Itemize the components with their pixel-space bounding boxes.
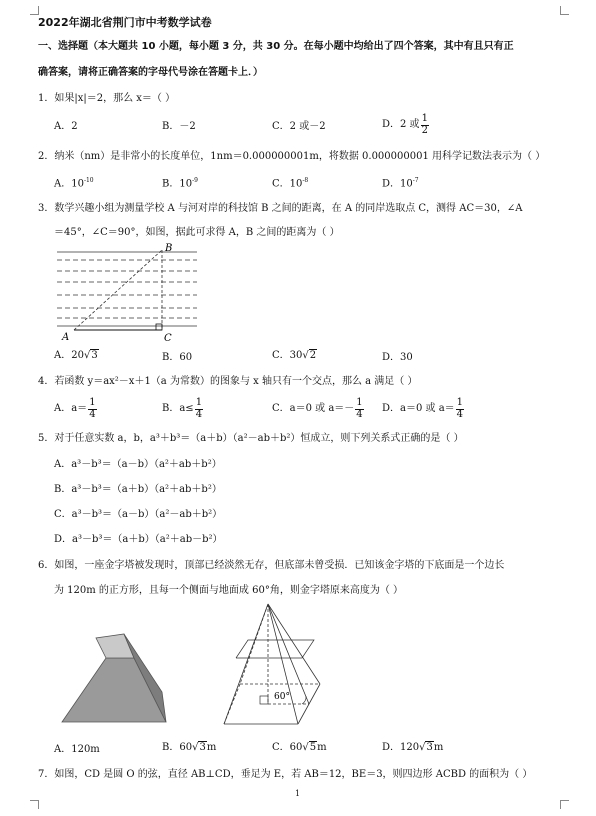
q6-option-c-label: C．60 [272,742,303,753]
sqrt-icon: √ [192,742,199,753]
q4-option-b-label: B．a≤ [162,403,194,414]
sqrt-icon: √ [302,742,309,753]
right-angle-mark [260,696,268,704]
page-title: 2022年湖北省荆门市中考数学试卷 [38,16,212,29]
q1-option-d-label: D．2 或 [382,119,420,130]
q3-option-d: D．30 [382,352,413,363]
q4-option-c [272,398,365,420]
q2-option-d-exp: -7 [412,177,419,184]
q3-stem-line2: ＝45°，∠C＝90°，如图，据此可求得 A，B 之间的距离为（ ） [54,227,340,238]
q5-option-a: A．a³－b³＝（a－b）（a²＋ab＋b²） [54,459,222,470]
q3-river-figure [52,244,202,344]
q1-option-b: B．－2 [162,121,196,132]
unit: m [317,742,327,753]
cut-plane [236,640,314,658]
corner-mark-br [560,800,569,809]
q3-option-c [272,351,317,361]
section-header-line1: 一、选择题（本大题共 10 小题，每小题 3 分，共 30 分。在每小题中均给出了四个答案，其中有且只有正 [38,41,514,52]
q2-option-c-exp: -8 [302,177,309,184]
q2-option-c [272,178,308,189]
sqrt-icon: √ [302,350,309,361]
label-b: B [165,243,173,254]
q4-option-d [382,398,465,420]
sqrt-icon: √ [419,742,426,753]
radicand: 3 [199,742,206,753]
q1-option-c: C．2 或－2 [272,121,326,132]
q2-option-a [54,178,94,189]
fraction-denominator: 4 [195,408,203,420]
fraction-denominator: 4 [356,408,363,420]
q2-option-b-base: B．10 [162,178,193,190]
fraction-numerator: 1 [89,397,96,408]
q4-option-d-label: D．a＝0 或 a＝ [382,403,455,414]
q5-stem: 5．对于任意实数 a，b，a³＋b³＝（a＋b）（a²－ab＋b²）恒成立，则下列关系式正确的是（ ） [38,433,464,444]
unit: m [206,742,217,753]
frustum-top-face [96,634,134,658]
fraction-denominator: 4 [89,408,96,420]
hidden-edge [240,604,268,684]
q2-option-a-exp: -10 [83,177,94,184]
angle-arc [302,696,306,704]
label-c: C [164,333,172,344]
q4-option-c-fraction [355,398,363,420]
q3-option-b: B．60 [162,352,193,363]
q4-stem: 4．若函数 y＝ax²－x＋1（a 为常数）的图象与 x 轴只有一个交点，那么 a 满足（ ） [38,376,418,387]
q6-option-a: A．120m [54,744,100,755]
q4-option-a-fraction [88,398,96,420]
slant-height-line [268,604,309,704]
q1-option-a: A．2 [54,121,78,132]
radicand: 5 [309,742,317,753]
q3-option-c-label: C．30 [272,350,303,361]
q4-option-a-label: A．a＝ [54,403,88,414]
unit: m [433,742,444,753]
radicand: 2 [309,350,317,361]
angle-label: 60° [274,692,290,702]
river-lines [57,252,197,326]
q6-option-d [382,743,443,753]
edge [224,604,268,724]
q2-option-d-base: D．10 [382,178,413,190]
q6-pyramid-figure [218,600,328,735]
q4-option-c-label: C．a＝0 或 a＝－ [272,403,355,414]
radicand: 3 [91,350,98,361]
q6-option-b-label: B．60 [162,742,193,753]
q4-option-d-fraction [456,398,464,420]
q6-option-b [162,743,216,753]
q1-option-d [382,114,430,136]
q1-stem: 1．如果|x|＝2，那么 x＝（ ） [38,93,176,104]
q2-option-a-base: A．10 [54,178,84,190]
q3-stem-line1: 3．数学兴趣小组为测量学校 A 与河对岸的科技馆 B 之间的距离，在 A 的同岸选取点 C，测得 AC＝30，∠A [38,203,523,214]
fraction-numerator: 1 [195,397,203,408]
label-a: A [62,332,70,343]
q2-option-d [382,178,419,189]
section-header-line2: 确答案，请将正确答案的字母代号涂在答题卡上．） [38,67,263,78]
q5-option-b: B．a³－b³＝（a＋b）（a²＋ab＋b²） [54,484,222,495]
edge [268,604,320,684]
q4-option-a [54,398,98,420]
hidden-base-edge [224,684,240,724]
fraction-denominator: 2 [421,124,428,136]
corner-mark-tr [560,6,569,15]
right-angle-mark [156,324,162,330]
radicand: 3 [426,742,433,753]
q2-option-c-base: C．10 [272,178,303,190]
q1-option-d-fraction [421,114,429,136]
q7-stem: 7．如图，CD 是圆 O 的弦，直径 AB⊥CD，垂足为 E，若 AB＝12，BE＝3，则四边形 ACBD 的面积为（ ） [38,769,533,780]
fraction-numerator: 1 [456,397,464,408]
edge [268,604,298,724]
corner-mark-bl [30,800,39,809]
q4-option-b-fraction [195,398,203,420]
fraction-numerator: 1 [421,113,428,124]
corner-mark-tl [30,6,39,15]
q5-option-c: C．a³－b³＝（a－b）（a²－ab＋b²） [54,509,223,520]
q2-option-b-exp: -9 [192,177,198,184]
fraction-denominator: 4 [456,408,464,420]
q2-option-b [162,178,198,189]
q6-stem-line2: 为 120m 的正方形，且每一个侧面与地面成 60°角，则金字塔原来高度为（ ） [54,585,404,596]
q2-stem: 2．纳米（nm）是非常小的长度单位，1nm＝0.000000001m，将数据 0.000000001 用科学记数法表示为（ ） [38,151,546,162]
q6-stem-line1: 6．如图，一座金字塔被发现时，顶部已经淡然无存，但底部未曾受损．已知该金字塔的下底面是一个边长 [38,560,505,571]
fraction-numerator: 1 [356,397,363,408]
q4-option-b [162,398,204,420]
q3-option-a [54,351,99,361]
q6-truncated-pyramid-figure [58,630,168,730]
q3-option-a-label: A．20 [54,350,84,361]
sqrt-icon: √ [83,350,91,361]
page-number: 1 [295,789,301,798]
q6-option-d-label: D．120 [382,742,420,753]
q5-option-d: D．a³－b³＝（a＋b）（a²＋ab－b²） [54,534,223,545]
q6-option-c [272,743,327,753]
